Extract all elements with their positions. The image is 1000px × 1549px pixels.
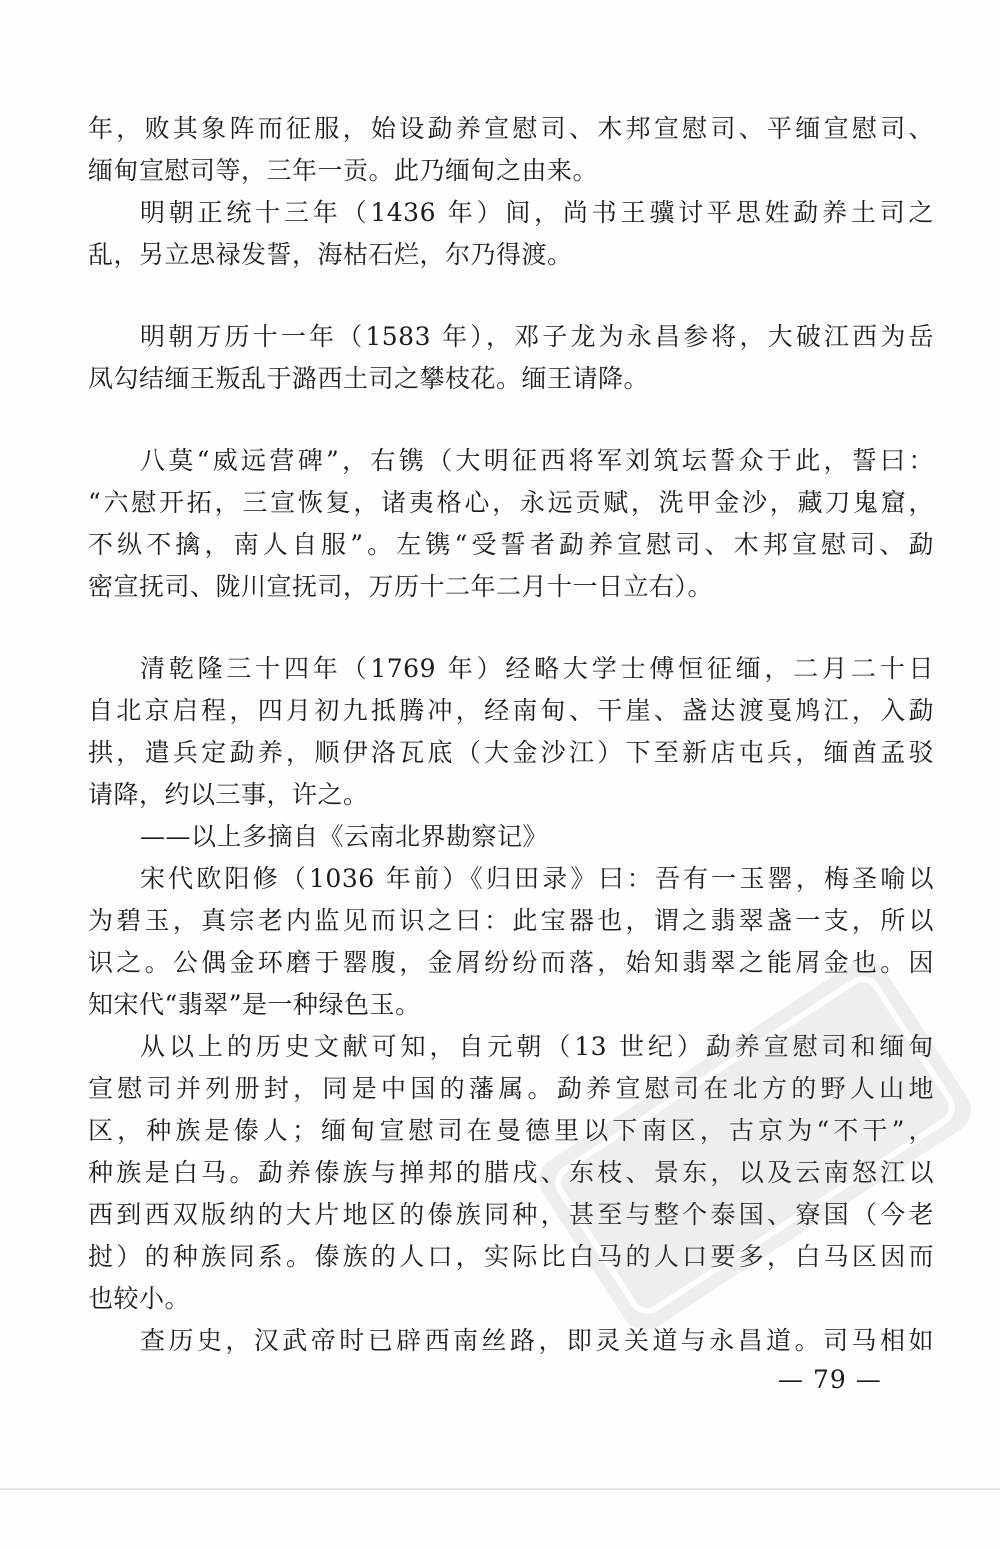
paragraph-gap [88, 400, 934, 440]
text-line: 知宋代“翡翠”是一种绿色玉。 [88, 990, 421, 1019]
text-line: 八莫“威远营碑”，右镌（大明征西将军刘筑坛誓众于此，誓曰： [140, 446, 934, 475]
text-line: 区，种族是傣人；缅甸宣慰司在曼德里以下南区，古京为“不干”， [88, 1116, 934, 1145]
text-line: 年，败其象阵而征服，始设勐养宣慰司、木邦宣慰司、平缅宣慰司、 [88, 114, 934, 143]
scan-edge-rule [0, 1488, 1000, 1490]
text-line: 宣慰司并列册封，同是中国的藩属。勐养宣慰司在北方的野人山地 [88, 1074, 934, 1103]
text-line: 不纵不擒，南人自服”。左镌“受誓者勐养宣慰司、木邦宣慰司、勐 [88, 530, 934, 559]
paragraph-gap [88, 608, 934, 648]
text-line: 乱，另立思禄发誓，海枯石烂，尔乃得渡。 [88, 240, 573, 269]
text-line: 为碧玉，真宗老内监见而识之曰：此宝器也，谓之翡翠盏一支，所以 [88, 906, 934, 935]
text-line: 明朝万历十一年（1583 年），邓子龙为永昌参将，大破江西为岳 [140, 322, 934, 351]
paragraph-gap [88, 276, 934, 316]
text-line: 明朝正统十三年（1436 年）间，尚书王骥讨平思姓勐养土司之 [140, 198, 934, 227]
text-line: 请降，约以三事，许之。 [88, 780, 369, 809]
text-line: “六慰开拓，三宣恢复，诸夷格心，永远贡赋，洗甲金沙，藏刀鬼窟， [88, 488, 934, 517]
body-text [88, 108, 934, 1362]
text-line: 宋代欧阳修（1036 年前）《归田录》曰：吾有一玉罂，梅圣喻以 [140, 864, 934, 893]
text-line: 自北京启程，四月初九抵腾冲，经南甸、干崖、盏达渡戛鸠江，入勐 [88, 696, 934, 725]
text-line: 查历史，汉武帝时已辟西南丝路，即灵关道与永昌道。司马相如 [140, 1326, 934, 1355]
source-attribution: ——以上多摘自《云南北界勘察记》 [140, 822, 549, 851]
text-line: 密宣抚司、陇川宣抚司，万历十二年二月十一日立右）。 [88, 572, 714, 601]
text-line: 挝）的种族同系。傣族的人口，实际比白马的人口要多，白马区因而 [88, 1242, 934, 1271]
text-line: 从以上的历史文献可知，自元朝（13 世纪）勐养宣慰司和缅甸 [140, 1032, 934, 1061]
text-line: 清乾隆三十四年（1769 年）经略大学士傅恒征缅，二月二十日 [140, 654, 934, 683]
text-line: 西到西双版纳的大片地区的傣族同种，甚至与整个泰国、寮国（今老 [88, 1200, 934, 1229]
text-line: 识之。公偶金环磨于罂腹，金屑纷纷而落，始知翡翠之能屑金也。因 [88, 948, 934, 977]
text-line: 种族是白马。勐养傣族与掸邦的腊戌、东枝、景东，以及云南怒江以 [88, 1158, 934, 1187]
text-line: 凤勾结缅王叛乱于潞西土司之攀枝花。缅王请降。 [88, 364, 650, 393]
text-line: 拱，遣兵定勐养，顺伊洛瓦底（大金沙江）下至新店屯兵，缅酋孟驳 [88, 738, 934, 767]
text-line: 也较小。 [88, 1284, 191, 1313]
page-number: — 79 — [778, 1365, 882, 1394]
text-line: 缅甸宣慰司等，三年一贡。此乃缅甸之由来。 [88, 156, 599, 185]
